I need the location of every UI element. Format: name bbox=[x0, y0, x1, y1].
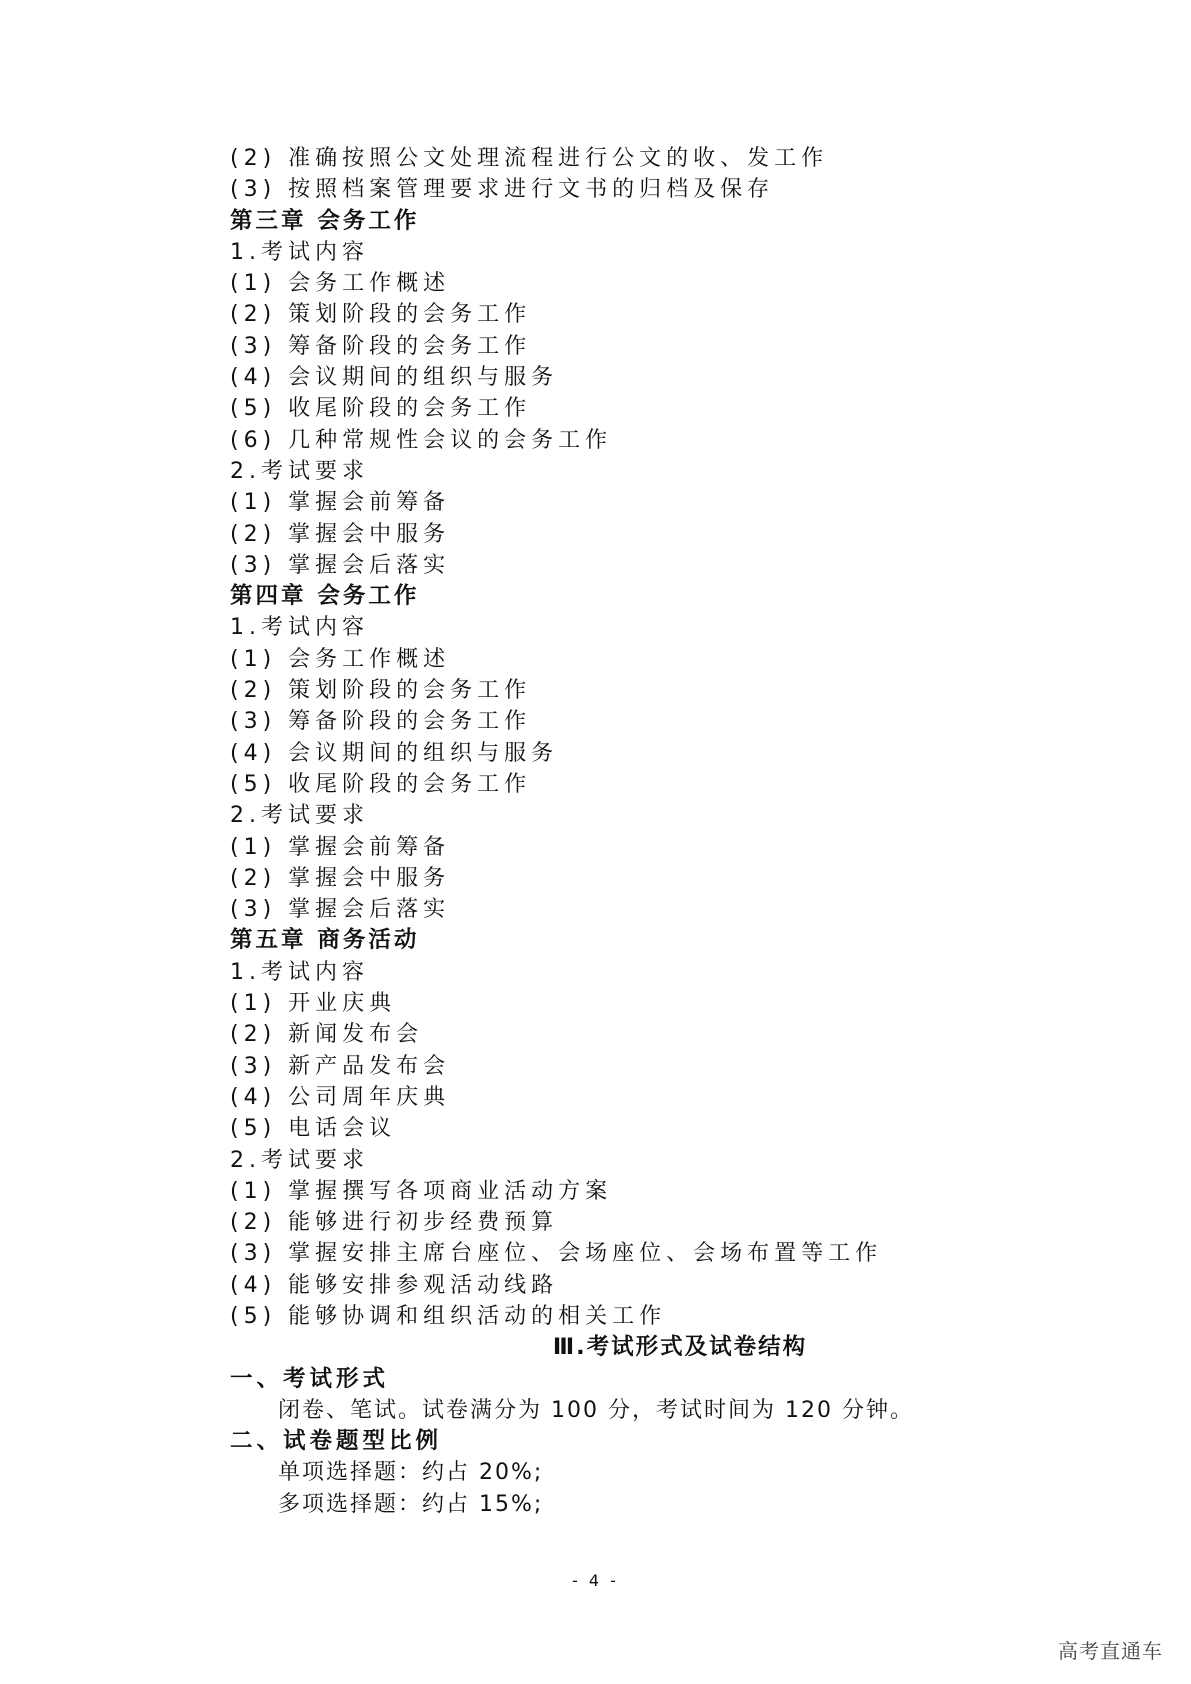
list-item: (5) 收尾阶段的会务工作 bbox=[230, 771, 532, 797]
list-item: (3) 掌握会后落实 bbox=[230, 552, 451, 578]
list-item: (6) 几种常规性会议的会务工作 bbox=[230, 427, 613, 453]
list-item: (1) 掌握会前筹备 bbox=[230, 490, 451, 516]
list-item: (5) 能够协调和组织活动的相关工作 bbox=[230, 1303, 667, 1329]
list-item: (2) 策划阶段的会务工作 bbox=[230, 678, 532, 704]
chapter-heading: 第三章 会务工作 bbox=[230, 207, 420, 234]
list-item: (3) 掌握会后落实 bbox=[230, 897, 451, 923]
document-body bbox=[230, 143, 1110, 1520]
section-heading: 2.考试要求 bbox=[230, 458, 369, 484]
subsection-heading: 二、试卷题型比例 bbox=[230, 1428, 443, 1455]
chapter-heading: 第四章 会务工作 bbox=[230, 583, 420, 610]
paragraph: 单项选择题：约占 20%; bbox=[278, 1460, 544, 1486]
section-heading: 1.考试内容 bbox=[230, 239, 369, 265]
list-item: (2) 掌握会中服务 bbox=[230, 521, 451, 547]
page-number: - 4 - bbox=[572, 1571, 619, 1590]
section-heading: 1.考试内容 bbox=[230, 959, 369, 985]
section-heading: 2.考试要求 bbox=[230, 1147, 369, 1173]
list-item: (2) 新闻发布会 bbox=[230, 1022, 424, 1048]
list-item: (1) 会务工作概述 bbox=[230, 271, 451, 297]
list-item: (4) 会议期间的组织与服务 bbox=[230, 740, 559, 766]
list-item: (3) 按照档案管理要求进行文书的归档及保存 bbox=[230, 177, 775, 203]
list-item: (2) 策划阶段的会务工作 bbox=[230, 302, 532, 328]
list-item: (3) 筹备阶段的会务工作 bbox=[230, 709, 532, 735]
list-item: (3) 新产品发布会 bbox=[230, 1053, 451, 1079]
section-heading: 1.考试内容 bbox=[230, 615, 369, 641]
list-item: (5) 电话会议 bbox=[230, 1116, 397, 1142]
paragraph: 闭卷、笔试。试卷满分为 100 分，考试时间为 120 分钟。 bbox=[278, 1397, 914, 1423]
list-item: (2) 掌握会中服务 bbox=[230, 865, 451, 891]
list-item: (2) 能够进行初步经费预算 bbox=[230, 1210, 559, 1236]
watermark: 高考直通车 bbox=[1058, 1639, 1163, 1663]
list-item: (4) 公司周年庆典 bbox=[230, 1084, 451, 1110]
section-heading: 2.考试要求 bbox=[230, 803, 369, 829]
paragraph: 多项选择题：约占 15%; bbox=[278, 1491, 544, 1517]
subsection-heading: 一、考试形式 bbox=[230, 1365, 390, 1392]
list-item: (1) 掌握会前筹备 bbox=[230, 834, 451, 860]
list-item: (3) 掌握安排主席台座位、会场座位、会场布置等工作 bbox=[230, 1241, 883, 1267]
list-item: (1) 开业庆典 bbox=[230, 991, 397, 1017]
list-item: (4) 会议期间的组织与服务 bbox=[230, 365, 559, 391]
list-item: (5) 收尾阶段的会务工作 bbox=[230, 396, 532, 422]
list-item: (4) 能够安排参观活动线路 bbox=[230, 1272, 559, 1298]
part-heading: Ⅲ.考试形式及试卷结构 bbox=[552, 1334, 808, 1361]
list-item: (3) 筹备阶段的会务工作 bbox=[230, 333, 532, 359]
chapter-heading: 第五章 商务活动 bbox=[230, 927, 420, 954]
list-item: (1) 掌握撰写各项商业活动方案 bbox=[230, 1178, 613, 1204]
list-item: (2) 准确按照公文处理流程进行公文的收、发工作 bbox=[230, 146, 829, 171]
list-item: (1) 会务工作概述 bbox=[230, 646, 451, 672]
